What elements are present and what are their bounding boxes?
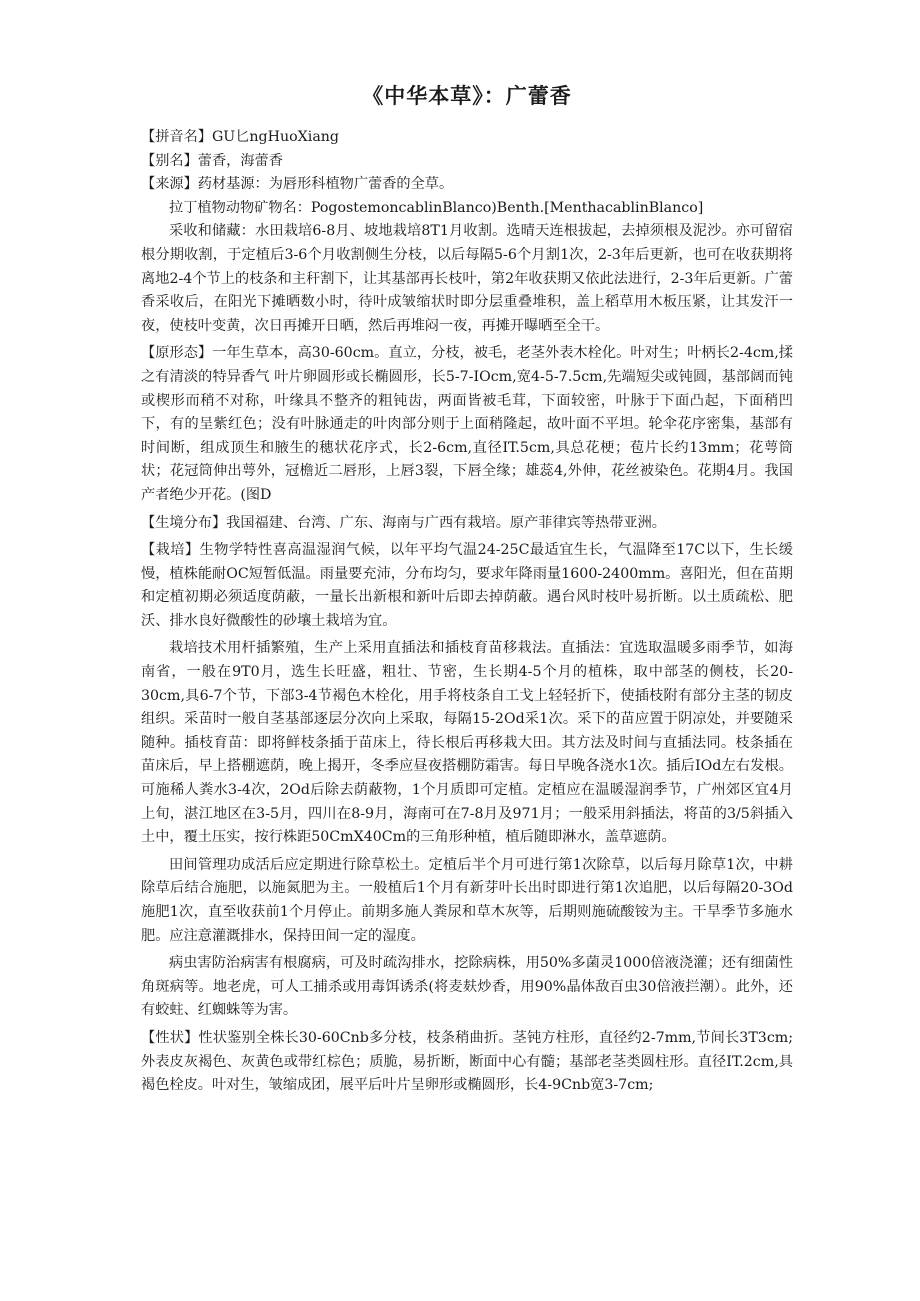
pinyin-line: 【拼音名】GU匕ngHuoXiang: [141, 129, 340, 145]
character-paragraph: 【性状】性状鉴别全株长30-60Cnb多分枝，枝条稍曲折。茎钝方柱形，直径约2-7mm,节间长3T3cm;外表皮灰褐色、灰黄色或带红棕色；质脆，易折断，断面中心有髓；基部老茎类圆柱形。直径IT.2cm,具褐色栓皮。叶对生，皱缩成团，展平后叶片呈卵形或椭圆形，长4-9Cnb宽3-7cm;: [141, 1029, 793, 1094]
cultivation-paragraph: 【栽培】生物学特性喜高温湿润气候，以年平均气温24-25C最适宜生长，气温降至17C以下，生长缓慢，植株能耐OC短暂低温。雨量要充沛，分布均匀，要求年降雨量1600-2400mm。喜阳光，但在苗期和定植初期必须适度荫蔽，一量长出新根和新叶后即去掉荫蔽。遇台风时枝叶易折断。以土质疏松、肥沃、排水良好微酸性的砂壤土栽培为宜。: [141, 542, 793, 629]
habitat-paragraph: 【生境分布】我国福建、台湾、广东、海南与广西有栽培。原产菲律宾等热带亚洲。: [141, 514, 666, 531]
morphology-paragraph: 【原形态】一年生草本，高30-60cm。直立，分枝，被毛，老茎外表木栓化。叶对生；叶柄长2-4cm,揉之有清淡的特异香气 叶片卵圆形或长椭圆形，长5-7-IOcm,宽4-5-7.5cm,先端短尖或钝圆，基部阔而钝或楔形而稍不对称，叶缘具不整齐的粗钝齿，两面皆被毛茸，下面较密，叶脉于下面凸起，下面稍凹下，有的呈紫红色；没有叶脉通走的叶肉部分则于上面稍隆起，故叶面不平坦。轮伞花序密集，基部有时间断，组成顶生和腋生的穗状花序式，长2-6cm,直径IT.5cm,具总花梗；苞片长约13mm；花萼筒状；花冠筒伸出萼外，冠檐近二唇形，上唇3裂，下唇全缘；雄蕊4,外伸，花丝被染色。花期4月。我国产者绝少开花。(图D: [141, 345, 793, 503]
harvest-paragraph: 采收和储藏：水田栽培6-8月、坡地栽培8T1月收割。选晴天连根拔起，去掉须根及泥沙。亦可留宿根分期收割，于定植后3-6个月收割侧生分枝，以后每隔5-6个月割1次，2-3年后更新，也可在收获期将离地2-4个节上的枝条和主秆割下，让其基部再长枝叶，第2年收获期又依此法进行，2-3年后更新。广蕾香采收后，在阳光下摊晒数小时，待叶成皱缩状时即分层重叠堆积，盖上稻草用木板压紧，让其发汗一夜，使枝叶变黄，次日再摊开日晒，然后再堆闷一夜，再摊开曝晒至全干。: [141, 223, 793, 334]
source-line: 【来源】药材基源：为唇形科植物广蕾香的全草。: [141, 176, 454, 193]
alias-line: 【别名】蕾香，海蕾香: [141, 152, 283, 169]
document-page: [141, 80, 793, 1102]
latin-name-line: 拉丁植物动物矿物名：PogostemoncablinBlanco)Benth.[MenthacablinBlanco]: [169, 199, 704, 216]
field-management-paragraph: 田间管理功成活后应定期进行除草松土。定植后半个月可进行第1次除草，以后每月除草1次，中耕除草后结合施肥，以施氮肥为主。一般植后1个月有新芽叶长出时即进行第1次追肥，以后每隔20-3Od施肥1次，直至收获前1个月停止。前期多施人粪尿和草木灰等，后期则施硫酸铵为主。干旱季节多施水肥。应注意灌溉排水，保持田间一定的湿度。: [141, 856, 793, 944]
pest-control-paragraph: 病虫害防治病害有根腐病，可及时疏沟排水，挖除病株，用50%多菌灵1000倍液浇灌；还有细菌性角斑病等。地老虎，可人工捕杀或用毒饵诱杀(将麦麸炒香，用90%晶体敌百虫30倍液拦潮）。此外，还有蛟蛀、红蜘蛛等为害。: [141, 955, 793, 1019]
techniques-paragraph: 栽培技术用杆插繁殖，生产上采用直插法和插枝育苗移栽法。直插法：宜选取温暖多雨季节，如海南省，一般在9T0月，选生长旺盛，粗壮、节密，生长期4-5个月的植株，取中部茎的侧枝，长20-30cm,具6-7个节，下部3-4节褐色木栓化，用手将枝条自工戈上轻轻折下，使插枝附有部分主茎的韧皮组织。采苗时一般自茎基部逐层分次向上采取，每隔15-2Od采1次。采下的苗应置于阴凉处，并要随采随种。插枝育苗：即将鲜枝条插于苗床上，待长根后再移栽大田。其方法及时间与直插法同。枝条插在苗床后，早上搭棚遮荫，晚上揭开，冬季应昼夜搭棚防霜害。每日早晚各浇水1次。插后IOd左右发根。可施稀人粪水3-4次，2Od后除去荫蔽物，1个月质即可定植。定植应在温暖湿润季节，广州郊区宜4月上旬，湛江地区在3-5月，四川在8-9月，海南可在7-8月及971月；一般采用斜插法，将苗的3/5斜插入土中，覆土压实，按行株距50CmX40Cm的三角形种植，植后随即淋水，盖草遮荫。: [141, 640, 793, 846]
page-title: 《中华本草》：广蕾香: [362, 83, 572, 108]
